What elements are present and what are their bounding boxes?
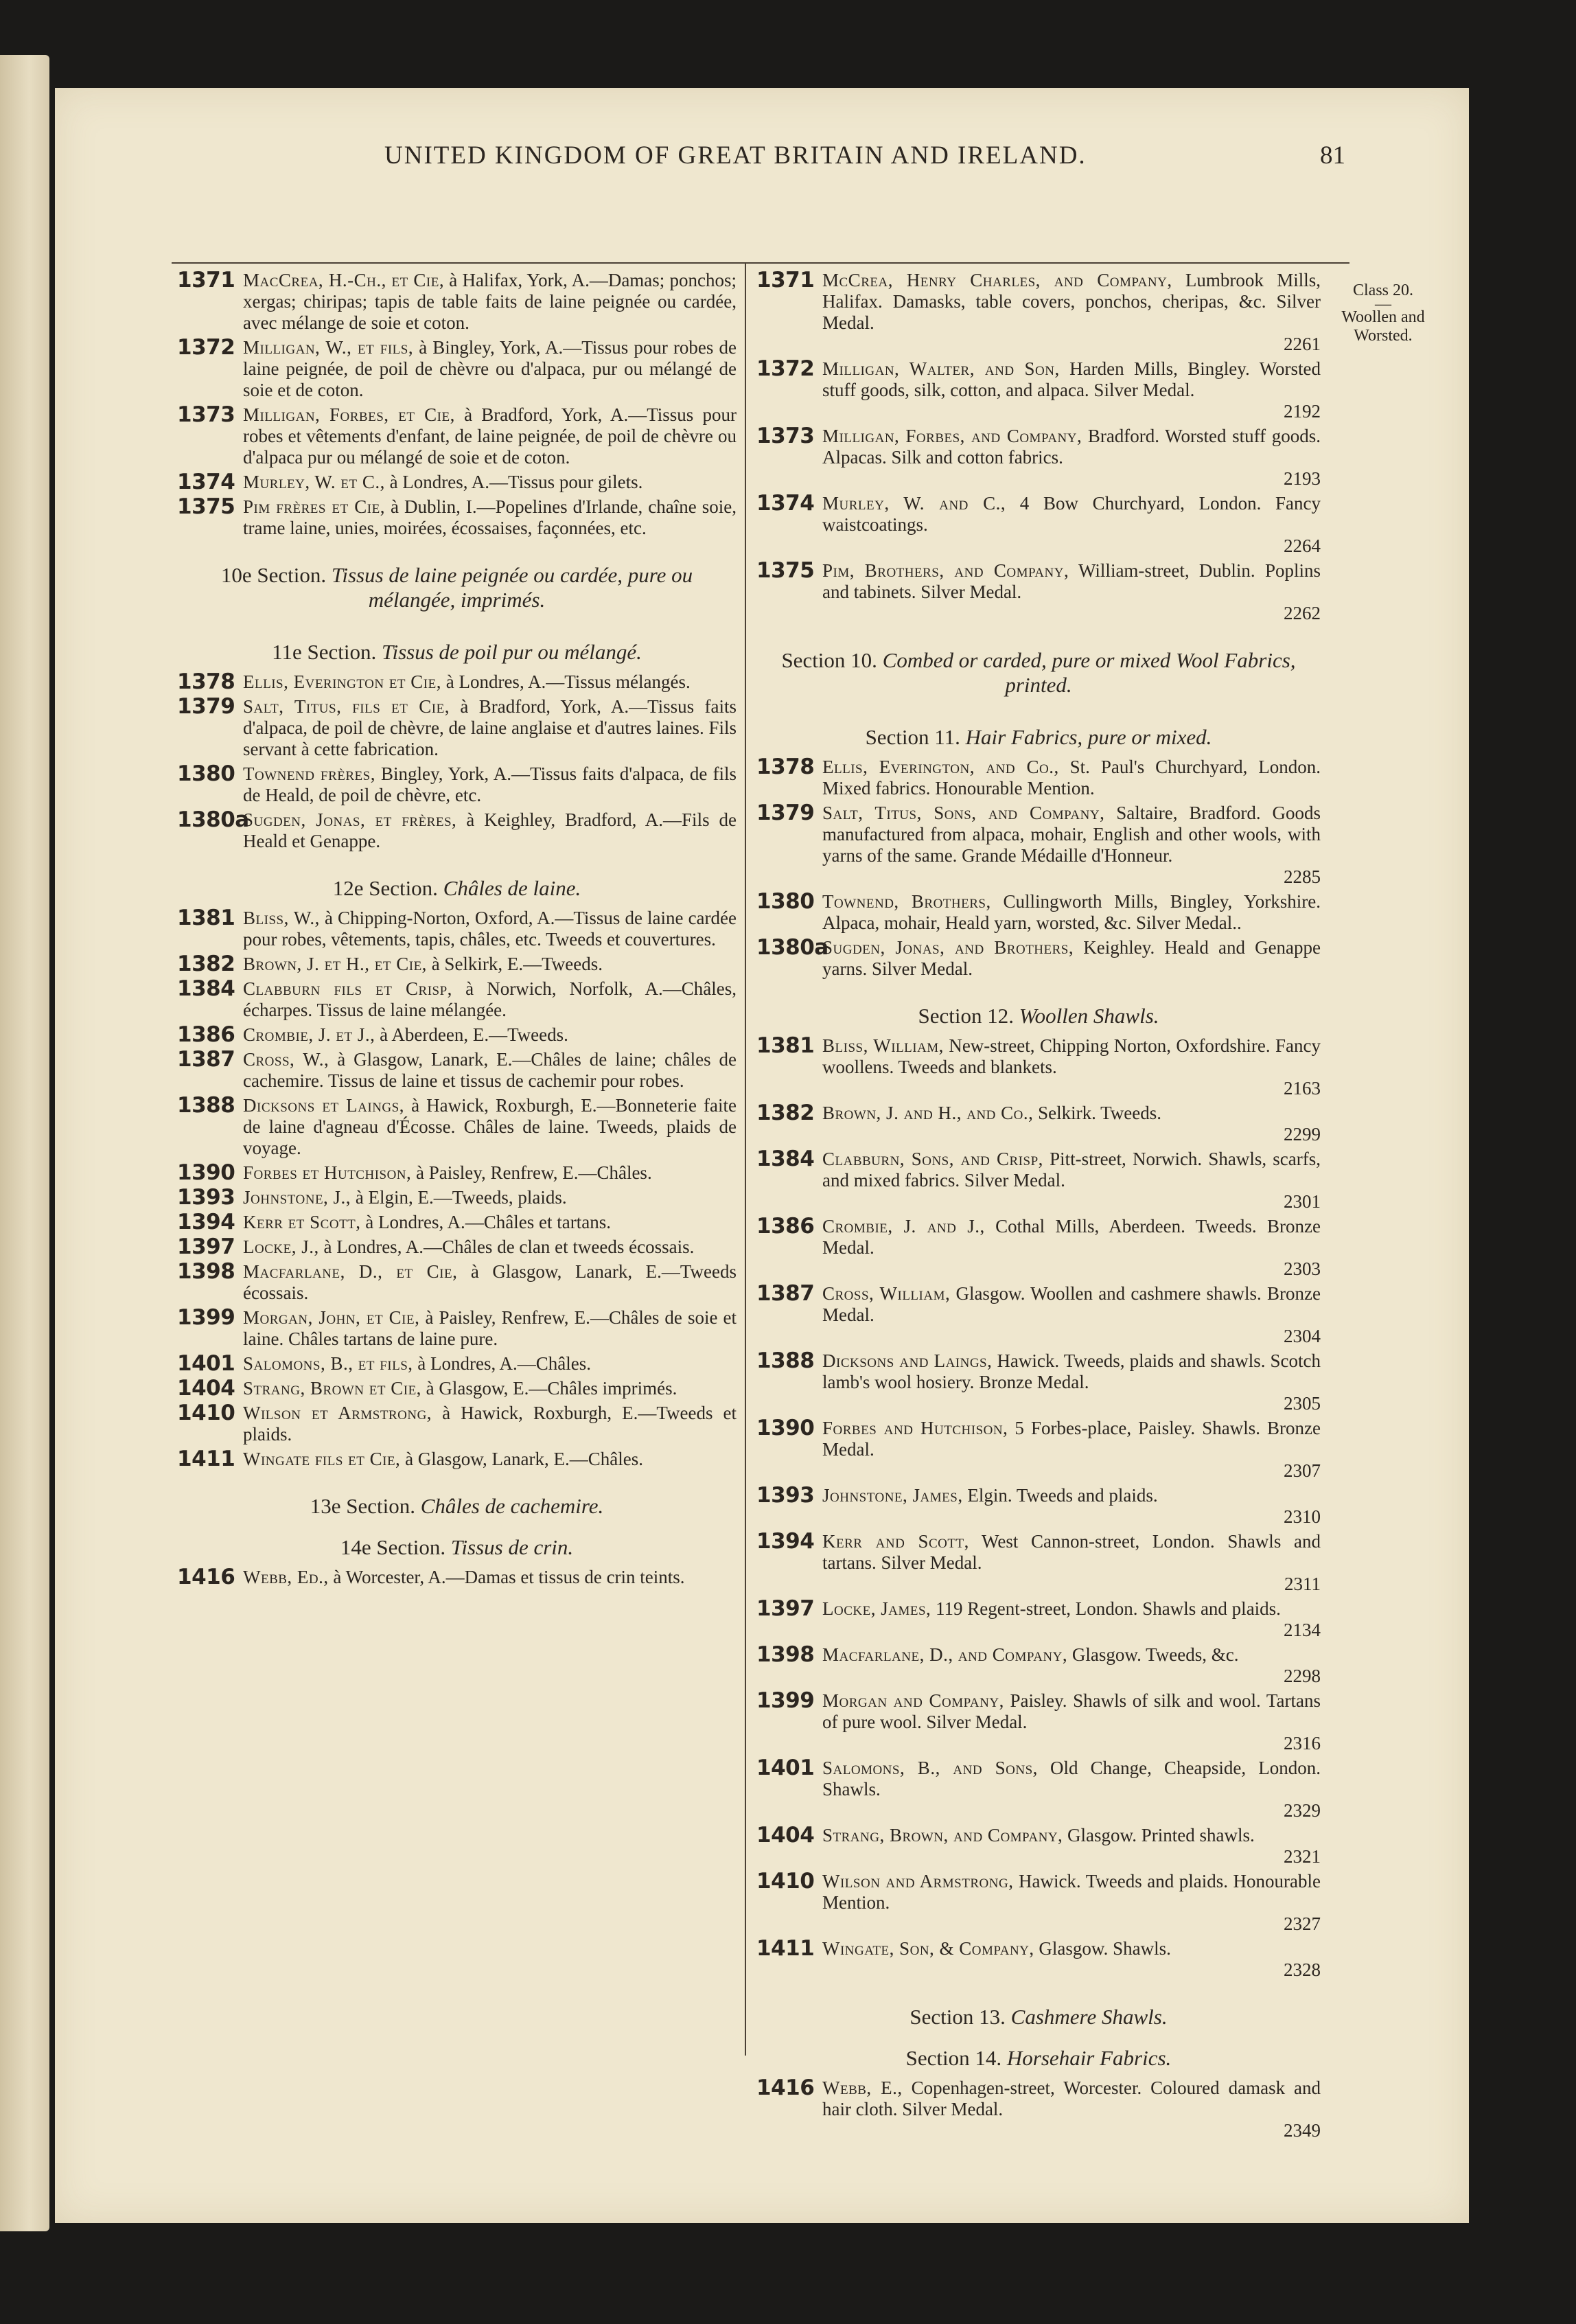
entry-description: à Selkirk, E.—Tweeds. xyxy=(431,954,603,974)
entry-number: 1375 xyxy=(756,558,815,583)
catalogue-entry xyxy=(177,1236,737,1258)
entries-list xyxy=(177,270,737,539)
entry-description: 119 Regent-street, London. Shawls and plaids. xyxy=(936,1598,1281,1619)
section-heading xyxy=(177,640,737,665)
catalogue-entry xyxy=(177,908,737,950)
section-label: Section 12. xyxy=(918,1004,1014,1028)
french-column xyxy=(177,270,737,1591)
entry-description: Hawick. Tweeds, plaids and shawls. Scotch lamb's wool hosiery. Bronze Medal. xyxy=(822,1350,1321,1392)
section-label: 13e Section. xyxy=(310,1494,415,1518)
entry-description: Harden Mills, Bingley. Worsted stuff goods, silk, cotton, and alpaca. Silver Medal. xyxy=(822,358,1321,400)
exhibitor-name: Salt, Titus, fils et Cie, xyxy=(243,696,450,717)
entry-description: Cullingworth Mills, Bingley, Yorkshire. Alpaca, mohair, Heald yarn, worsted, &c. Silver Medal.. xyxy=(822,891,1321,933)
catalogue-entry xyxy=(177,1212,737,1233)
entries-list xyxy=(756,1035,1321,1981)
exhibitor-name: Pim frères et Cie, xyxy=(243,496,385,517)
entry-description: 5 Forbes-place, Paisley. Shawls. Bronze Medal. xyxy=(822,1418,1321,1460)
catalogue-entry xyxy=(756,1103,1321,1145)
entry-code: 2298 xyxy=(1284,1666,1321,1686)
exhibitor-name: Ellis, Everington, and Co., xyxy=(822,757,1059,777)
entry-number: 1382 xyxy=(756,1101,815,1125)
entry-number: 1375 xyxy=(177,494,235,519)
entry-description: à Bradford, York, A.—Tissus faits d'alpaca, de poil de chèvre, de laine anglaise et d'autres laines. Fils servant à cette fabrication. xyxy=(243,696,737,759)
exhibitor-name: Wingate fils et Cie, xyxy=(243,1449,401,1469)
entry-description: Bradford. Worsted stuff goods. Alpacas. Silk and cotton fabrics. xyxy=(822,426,1321,468)
catalogue-entry xyxy=(177,1024,737,1046)
entry-code: 2349 xyxy=(1284,2120,1321,2141)
exhibitor-name: McCrea, Henry Charles, and Company, xyxy=(822,270,1172,290)
catalogue-entry xyxy=(177,496,737,539)
catalogue-entry xyxy=(756,1690,1321,1754)
entry-description: à Worcester, A.—Damas et tissus de crin teints. xyxy=(333,1567,685,1587)
entry-number: 1386 xyxy=(177,1022,235,1047)
entry-number: 1372 xyxy=(756,356,815,381)
catalogue-entry xyxy=(177,1307,737,1350)
entry-description: à Bingley, York, A.—Tissus pour robes de laine peignée, de poil de chèvre ou d'alpaca, pur ou mélangé de soie et de coton. xyxy=(243,337,737,400)
header-rule xyxy=(172,262,1349,264)
exhibitor-name: Crombie, J. et J., xyxy=(243,1024,375,1045)
entry-number: 1397 xyxy=(177,1234,235,1259)
entry-description: à Glasgow, E.—Châles imprimés. xyxy=(426,1378,677,1399)
catalogue-entry xyxy=(177,1095,737,1159)
entry-code: 2328 xyxy=(1284,1959,1321,1980)
entry-description: William-street, Dublin. Poplins and tabinets. Silver Medal. xyxy=(822,560,1321,602)
catalogue-entry xyxy=(177,1049,737,1092)
exhibitor-name: Milligan, W., et fils, xyxy=(243,337,414,358)
entry-number: 1373 xyxy=(177,402,235,427)
catalogue-entry xyxy=(177,1261,737,1304)
entry-description: Pitt-street, Norwich. Shawls, scarfs, and mixed fabrics. Silver Medal. xyxy=(822,1149,1321,1190)
entry-code: 2304 xyxy=(1284,1326,1321,1346)
running-header xyxy=(172,141,1345,182)
exhibitor-name: Bliss, W., xyxy=(243,908,320,928)
entry-description: West Cannon-street, London. Shawls and tartans. Silver Medal. xyxy=(822,1531,1321,1573)
catalogue-entry xyxy=(177,978,737,1021)
entry-number: 1378 xyxy=(756,755,815,779)
entry-description: New-street, Chipping Norton, Oxfordshire. Fancy woollens. Tweeds and blankets. xyxy=(822,1035,1321,1077)
entry-number: 1390 xyxy=(756,1416,815,1440)
exhibitor-name: Strang, Brown, and Company, xyxy=(822,1825,1063,1845)
facing-page-edge xyxy=(0,55,49,2231)
catalogue-entry xyxy=(756,1938,1321,1981)
entry-description: à Dublin, I.—Popelines d'Irlande, chaîne soie, trame laine, unies, moirées, écossaises, façonnées, etc. xyxy=(243,496,737,538)
entry-number: 1416 xyxy=(756,2075,815,2100)
entry-number: 1399 xyxy=(177,1305,235,1330)
entry-number: 1380a xyxy=(756,935,828,960)
entry-number: 1399 xyxy=(756,1688,815,1713)
entry-number: 1372 xyxy=(177,335,235,360)
catalogue-entry xyxy=(756,1531,1321,1595)
section-title: Hair Fabrics, pure or mixed. xyxy=(965,725,1212,749)
entry-code: 2311 xyxy=(1284,1574,1321,1594)
entry-description: à Glasgow, Lanark, E.—Châles. xyxy=(405,1449,643,1469)
section-heading xyxy=(756,725,1321,750)
entry-number: 1394 xyxy=(756,1529,815,1554)
exhibitor-name: Clabburn, Sons, and Crisp, xyxy=(822,1149,1043,1169)
section-heading xyxy=(177,563,737,612)
catalogue-entry xyxy=(756,560,1321,624)
section-title: Cashmere Shawls. xyxy=(1010,2005,1168,2029)
exhibitor-name: Forbes and Hutchison, xyxy=(822,1418,1008,1438)
entry-code: 2316 xyxy=(1284,1733,1321,1753)
section-label: Section 10. xyxy=(781,648,877,672)
catalogue-entry xyxy=(177,1378,737,1399)
margin-line2: Worsted. xyxy=(1354,327,1413,345)
exhibitor-name: Wilson et Armstrong, xyxy=(243,1403,432,1423)
exhibitor-name: Milligan, Forbes, and Company, xyxy=(822,426,1082,446)
exhibitor-name: Murley, W. et C., xyxy=(243,472,385,492)
entry-description: Lumbrook Mills, Halifax. Damasks, table covers, ponchos, cheripas, &c. Silver Medal. xyxy=(822,270,1321,333)
entry-number: 1390 xyxy=(177,1160,235,1185)
entry-number: 1401 xyxy=(756,1756,815,1780)
entry-code: 2163 xyxy=(1284,1078,1321,1098)
entries-list xyxy=(177,1567,737,1588)
section-heading xyxy=(177,1494,737,1519)
catalogue-entry xyxy=(756,1644,1321,1687)
exhibitor-name: Sugden, Jonas, and Brothers, xyxy=(822,937,1074,958)
catalogue-entry xyxy=(177,763,737,806)
exhibitor-name: MacCrea, H.-Ch., et Cie, xyxy=(243,270,445,290)
catalogue-entry xyxy=(756,1758,1321,1821)
entry-code: 2134 xyxy=(1284,1620,1321,1640)
entry-description: Old Change, Cheapside, London. Shawls. xyxy=(822,1758,1321,1799)
section-label: Section 14. xyxy=(905,2046,1002,2070)
entry-number: 1410 xyxy=(177,1401,235,1425)
page-number: 81 xyxy=(1320,141,1345,170)
entry-number: 1387 xyxy=(177,1047,235,1072)
entry-description: 4 Bow Churchyard, London. Fancy waistcoatings. xyxy=(822,493,1321,535)
entry-description: à Londres, A.—Tissus pour gilets. xyxy=(389,472,643,492)
section-heading xyxy=(756,648,1321,698)
entry-code: 2262 xyxy=(1284,603,1321,623)
entry-description: Hawick. Tweeds and plaids. Honourable Mention. xyxy=(822,1871,1321,1913)
entry-description: Selkirk. Tweeds. xyxy=(1038,1103,1161,1123)
entry-number: 1401 xyxy=(177,1351,235,1376)
entry-number: 1404 xyxy=(177,1376,235,1401)
entry-code: 2193 xyxy=(1284,468,1321,489)
entry-code: 2301 xyxy=(1284,1191,1321,1212)
header-title: UNITED KINGDOM OF GREAT BRITAIN AND IRELAND. xyxy=(384,141,1087,170)
entry-code: 2264 xyxy=(1284,536,1321,556)
entries-list xyxy=(756,2075,1321,2141)
catalogue-entry xyxy=(177,1567,737,1588)
catalogue-entry xyxy=(177,671,737,693)
entry-description: Glasgow. Printed shawls. xyxy=(1067,1825,1255,1845)
margin-dash: — xyxy=(1375,295,1391,313)
entry-code: 2192 xyxy=(1284,401,1321,422)
exhibitor-name: Pim, Brothers, and Company, xyxy=(822,560,1069,581)
exhibitor-name: Dicksons et Laings, xyxy=(243,1095,404,1116)
catalogue-entry xyxy=(177,270,737,334)
entry-description: à Elgin, E.—Tweeds, plaids. xyxy=(355,1187,567,1208)
entry-number: 1416 xyxy=(177,1565,235,1589)
exhibitor-name: Morgan and Company, xyxy=(822,1690,1004,1711)
entries-list xyxy=(177,671,737,852)
entry-code: 2307 xyxy=(1284,1460,1321,1481)
exhibitor-name: Cross, W., xyxy=(243,1049,329,1070)
catalogue-entry xyxy=(756,1418,1321,1482)
entry-description: St. Paul's Churchyard, London. Mixed fabrics. Honourable Mention. xyxy=(822,757,1321,798)
entry-number: 1398 xyxy=(177,1259,235,1284)
exhibitor-name: Cross, William, xyxy=(822,1283,951,1304)
entry-number: 1411 xyxy=(177,1447,235,1471)
entry-code: 2329 xyxy=(1284,1800,1321,1821)
exhibitor-name: Kerr et Scott, xyxy=(243,1212,361,1232)
catalogue-entry xyxy=(756,757,1321,799)
exhibitor-name: Townend frères, xyxy=(243,763,375,784)
entry-number: 1384 xyxy=(177,976,235,1001)
entry-number: 1410 xyxy=(756,1869,815,1894)
entry-description: à Hawick, Roxburgh, E.—Bonneterie faite de laine d'agneau d'Écosse. Châles de laine. Tweeds, plaids de voyage. xyxy=(243,1095,737,1158)
entry-number: 1397 xyxy=(756,1596,815,1621)
catalogue-entry xyxy=(756,1871,1321,1935)
entry-number: 1387 xyxy=(756,1281,815,1306)
entry-number: 1381 xyxy=(756,1033,815,1058)
catalogue-entry xyxy=(177,809,737,852)
section-label: Section 11. xyxy=(865,725,960,749)
section-title: Tissus de laine peignée ou cardée, pure ou mélangée, imprimés. xyxy=(331,563,693,612)
margin-class: Class 20. xyxy=(1352,281,1413,299)
catalogue-entry xyxy=(756,1149,1321,1212)
entry-description: Glasgow. Woollen and cashmere shawls. Bronze Medal. xyxy=(822,1283,1321,1325)
entry-description: Elgin. Tweeds and plaids. xyxy=(967,1485,1158,1506)
catalogue-entry xyxy=(756,1216,1321,1280)
exhibitor-name: Wingate, Son, & Company, xyxy=(822,1938,1034,1959)
entry-code: 2327 xyxy=(1284,1913,1321,1934)
catalogue-entry xyxy=(177,954,737,975)
entry-number: 1379 xyxy=(756,801,815,825)
entry-description: Copenhagen-street, Worcester. Coloured damask and hair cloth. Silver Medal. xyxy=(822,2078,1321,2119)
catalogue-entry xyxy=(177,472,737,493)
section-heading xyxy=(756,2005,1321,2029)
section-heading xyxy=(177,1535,737,1560)
section-title: Châles de cachemire. xyxy=(420,1494,604,1518)
exhibitor-name: Dicksons and Laings, xyxy=(822,1350,993,1371)
catalogue-entry xyxy=(177,1353,737,1374)
exhibitor-name: Webb, E., xyxy=(822,2078,903,2098)
exhibitor-name: Macfarlane, D., et Cie, xyxy=(243,1261,458,1282)
section-label: Section 13. xyxy=(909,2005,1006,2029)
exhibitor-name: Strang, Brown et Cie, xyxy=(243,1378,421,1399)
entry-description: à Londres, A.—Châles. xyxy=(417,1353,591,1374)
entry-code: 2321 xyxy=(1284,1846,1321,1867)
entry-number: 1373 xyxy=(756,424,815,448)
section-label: 10e Section. xyxy=(220,563,327,587)
section-title: Tissus de poil pur ou mélangé. xyxy=(381,640,642,664)
entry-number: 1384 xyxy=(756,1147,815,1171)
section-label: 11e Section. xyxy=(272,640,377,664)
entry-description: à Londres, A.—Châles de clan et tweeds écossais. xyxy=(323,1236,695,1257)
exhibitor-name: Salomons, B., et fils, xyxy=(243,1353,413,1374)
entry-description: à Keighley, Bradford, A.—Fils de Heald et Genappe. xyxy=(243,809,737,851)
entry-description: à Londres, A.—Tissus mélangés. xyxy=(445,671,691,692)
catalogue-entry xyxy=(756,426,1321,490)
catalogue-entry xyxy=(177,1449,737,1470)
catalogue-entry xyxy=(177,1403,737,1445)
entry-description: à Paisley, Renfrew, E.—Châles. xyxy=(416,1162,652,1183)
entry-description: Cothal Mills, Aberdeen. Tweeds. Bronze Medal. xyxy=(822,1216,1321,1258)
entry-code: 2303 xyxy=(1284,1258,1321,1279)
exhibitor-name: Wilson and Armstrong, xyxy=(822,1871,1014,1891)
entry-number: 1374 xyxy=(756,491,815,516)
catalogue-entry xyxy=(756,1485,1321,1528)
exhibitor-name: Sugden, Jonas, et frères, xyxy=(243,809,457,830)
entry-description: à Bradford, York, A.—Tissus pour robes et vêtements d'enfant, de laine peignée, de poil de chèvre ou d'alpaca pur ou mélangé de soie et de coton. xyxy=(243,404,737,468)
entries-list xyxy=(756,757,1321,980)
exhibitor-name: Salomons, B., and Sons, xyxy=(822,1758,1038,1778)
section-heading xyxy=(177,876,737,901)
entry-number: 1398 xyxy=(756,1642,815,1667)
entry-number: 1386 xyxy=(756,1214,815,1239)
entry-code: 2261 xyxy=(1284,334,1321,354)
exhibitor-name: Milligan, Walter, and Son, xyxy=(822,358,1060,379)
entry-description: à Chipping-Norton, Oxford, A.—Tissus de laine cardée pour robes, vêtements, tapis, châles, etc. Tweeds et couvertures. xyxy=(243,908,737,950)
exhibitor-name: Crombie, J. and J., xyxy=(822,1216,985,1236)
exhibitor-name: Brown, J. and H., and Co., xyxy=(822,1103,1034,1123)
entry-description: Paisley. Shawls of silk and wool. Tartans of pure wool. Silver Medal. xyxy=(822,1690,1321,1732)
exhibitor-name: Kerr and Scott, xyxy=(822,1531,969,1552)
entry-description: Bingley, York, A.—Tissus faits d'alpaca, de fils de Heald, de poil de chèvre, etc. xyxy=(243,763,737,805)
catalogue-entry xyxy=(756,270,1321,355)
margin-line1: Woollen and xyxy=(1341,308,1425,326)
entry-number: 1371 xyxy=(177,268,235,292)
exhibitor-name: Bliss, William, xyxy=(822,1035,944,1056)
entry-description: à Aberdeen, E.—Tweeds. xyxy=(380,1024,568,1045)
entry-number: 1388 xyxy=(177,1093,235,1118)
section-heading xyxy=(756,2046,1321,2071)
entry-number: 1382 xyxy=(177,952,235,976)
catalogue-entry xyxy=(756,1283,1321,1347)
exhibitor-name: Macfarlane, D., and Company, xyxy=(822,1644,1068,1665)
entry-number: 1404 xyxy=(756,1823,815,1848)
entry-number: 1394 xyxy=(177,1210,235,1234)
section-title: Woollen Shawls. xyxy=(1019,1004,1159,1028)
entry-description: Glasgow. Tweeds, &c. xyxy=(1071,1644,1239,1665)
entry-description: à Norwich, Norfolk, A.—Châles, écharpes. Tissus de laine mélangée. xyxy=(243,978,737,1020)
exhibitor-name: Ellis, Everington et Cie, xyxy=(243,671,441,692)
entry-number: 1378 xyxy=(177,669,235,694)
entry-code: 2285 xyxy=(1284,866,1321,887)
catalogue-entry xyxy=(756,891,1321,934)
exhibitor-name: Locke, James, xyxy=(822,1598,931,1619)
entry-description: à Paisley, Renfrew, E.—Châles de soie et laine. Châles tartans de laine pure. xyxy=(243,1307,737,1349)
entry-number: 1381 xyxy=(177,906,235,930)
exhibitor-name: Milligan, Forbes, et Cie, xyxy=(243,404,455,425)
entry-code: 2305 xyxy=(1284,1393,1321,1414)
entry-description: à Londres, A.—Châles et tartans. xyxy=(365,1212,611,1232)
entry-number: 1388 xyxy=(756,1348,815,1373)
entry-number: 1380a xyxy=(177,807,249,832)
catalogue-entry xyxy=(756,493,1321,557)
entry-number: 1374 xyxy=(177,470,235,494)
exhibitor-name: Johnstone, James, xyxy=(822,1485,963,1506)
exhibitor-name: Johnstone, J., xyxy=(243,1187,351,1208)
section-label: 14e Section. xyxy=(340,1535,446,1559)
catalogue-entry xyxy=(756,937,1321,980)
section-title: Châles de laine. xyxy=(443,876,581,900)
entry-number: 1393 xyxy=(177,1185,235,1210)
catalogue-entry xyxy=(756,803,1321,888)
exhibitor-name: Brown, J. et H., et Cie, xyxy=(243,954,427,974)
exhibitor-name: Townend, Brothers, xyxy=(822,891,991,912)
margin-note xyxy=(1325,281,1441,345)
catalogue-entry xyxy=(177,404,737,468)
entry-description: à Glasgow, Lanark, E.—Châles de laine; châles de cachemire. Tissus de laine et tissus de cachemir pour robes. xyxy=(243,1049,737,1091)
exhibitor-name: Morgan, John, et Cie, xyxy=(243,1307,420,1328)
catalogue-entry xyxy=(756,1598,1321,1641)
entry-code: 2299 xyxy=(1284,1124,1321,1144)
entry-description: à Hawick, Roxburgh, E.—Tweeds et plaids. xyxy=(243,1403,737,1445)
entry-description: Saltaire, Bradford. Goods manufactured from alpaca, mohair, English and other wools, with yarns of the same. Grande Médaille d'Honneur. xyxy=(822,803,1321,866)
entry-description: à Halifax, York, A.—Damas; ponchos; xergas; chiripas; tapis de table faits de laine peignée ou cardée, avec mélange de soie et coton. xyxy=(243,270,737,333)
catalogue-entry xyxy=(756,1035,1321,1099)
exhibitor-name: Murley, W. and C., xyxy=(822,493,1006,514)
catalogue-entry xyxy=(177,337,737,401)
entry-description: Keighley. Heald and Genappe yarns. Silver Medal. xyxy=(822,937,1321,979)
catalogue-entry xyxy=(756,2075,1321,2141)
section-heading xyxy=(756,1004,1321,1028)
entry-number: 1380 xyxy=(756,889,815,914)
entry-number: 1371 xyxy=(756,268,815,292)
entry-description: Glasgow. Shawls. xyxy=(1039,1938,1171,1959)
column-divider xyxy=(745,264,746,2056)
catalogue-entry xyxy=(177,1162,737,1184)
section-title: Combed or carded, pure or mixed Wool Fabrics, printed. xyxy=(882,648,1296,697)
entry-description: à Glasgow, Lanark, E.—Tweeds écossais. xyxy=(243,1261,737,1303)
catalogue-entry xyxy=(756,1825,1321,1867)
exhibitor-name: Webb, Ed., xyxy=(243,1567,329,1587)
exhibitor-name: Forbes et Hutchison, xyxy=(243,1162,412,1183)
entry-number: 1411 xyxy=(756,1936,815,1961)
entry-number: 1379 xyxy=(177,694,235,719)
catalogue-entry xyxy=(756,358,1321,422)
section-title: Horsehair Fabrics. xyxy=(1006,2046,1172,2070)
entries-list xyxy=(756,270,1321,624)
entry-number: 1393 xyxy=(756,1483,815,1508)
exhibitor-name: Salt, Titus, Sons, and Company, xyxy=(822,803,1105,823)
entry-number: 1380 xyxy=(177,761,235,786)
exhibitor-name: Locke, J., xyxy=(243,1236,319,1257)
exhibitor-name: Clabburn fils et Crisp, xyxy=(243,978,452,999)
catalogue-entry xyxy=(756,1350,1321,1414)
english-column xyxy=(756,270,1321,2145)
section-title: Tissus de crin. xyxy=(450,1535,574,1559)
section-label: 12e Section. xyxy=(332,876,438,900)
entries-list xyxy=(177,908,737,1470)
catalogue-entry xyxy=(177,1187,737,1208)
entry-code: 2310 xyxy=(1284,1506,1321,1527)
catalogue-entry xyxy=(177,696,737,760)
